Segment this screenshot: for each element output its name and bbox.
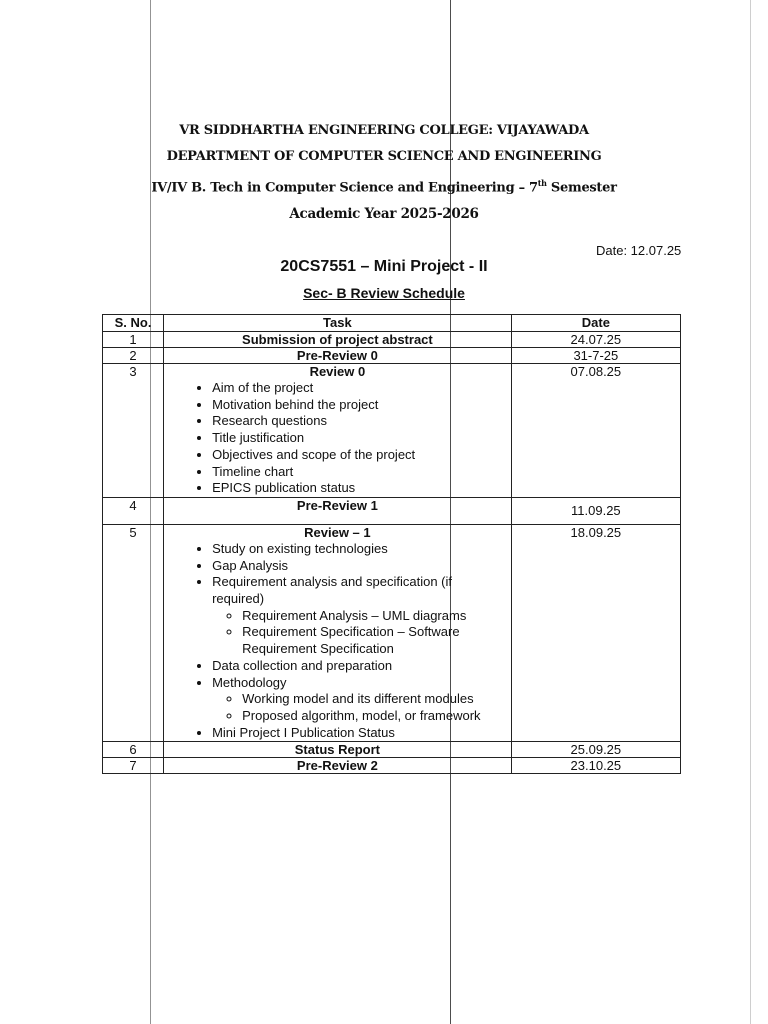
list-item: • Objectives and scope of the project [212, 447, 507, 464]
row-task-title: Review 0 [309, 364, 366, 379]
row-sno: 2 [103, 348, 164, 364]
college-name: VR SIDDHARTHA ENGINEERING COLLEGE: VIJAYAWADA [179, 123, 589, 138]
table-row [103, 524, 681, 741]
list-item: • Research questions [212, 413, 507, 430]
list-item: • Timeline chart [212, 464, 507, 481]
row-task-title: Review – 1 [304, 524, 371, 540]
table-row [103, 348, 681, 364]
program-sup: th [537, 178, 547, 188]
row-sno: 6 [103, 742, 164, 758]
row-date: 24.07.25 [511, 332, 680, 348]
sub-list-item: ◦ Requirement Analysis – UML diagrams [242, 608, 507, 625]
course-title: 20CS7551 – Mini Project - II [280, 258, 488, 275]
row-date: 23.10.25 [511, 758, 680, 774]
list-item: • Gap Analysis [212, 558, 507, 575]
list-item: • Data collection and preparation [212, 658, 507, 675]
table-row [103, 742, 681, 758]
row-task: Submission of project abstract [164, 332, 512, 348]
row-sno: 3 [103, 364, 164, 498]
row-date: 07.08.25 [511, 364, 680, 498]
header-sno: S. No. [103, 315, 164, 332]
document-date: Date: 12.07.25 [596, 243, 682, 258]
department-name: DEPARTMENT OF COMPUTER SCIENCE AND ENGINEERING [166, 149, 602, 164]
academic-year: Academic Year 2025-2026 [289, 206, 479, 223]
row-sno: 5 [103, 524, 164, 741]
row-task: Status Report [164, 742, 512, 758]
list-item: • Mini Project I Publication Status [212, 725, 507, 742]
row-date: 18.09.25 [511, 524, 680, 741]
review0-items [168, 380, 507, 497]
row-task: Pre-Review 1 [164, 497, 512, 524]
methodology-subitems [212, 691, 507, 724]
document-header [0, 118, 768, 227]
sub-list-item: ◦ Working model and its different modules [242, 691, 507, 708]
table-row [103, 332, 681, 348]
list-item [212, 574, 507, 658]
row-date: 31-7-25 [511, 348, 680, 364]
list-item [212, 675, 507, 725]
list-item: • Study on existing technologies [212, 541, 507, 558]
review-schedule-table [102, 314, 681, 774]
table-row [103, 497, 681, 524]
table-header-row [103, 315, 681, 332]
row-task: Pre-Review 0 [164, 348, 512, 364]
header-date: Date [511, 315, 680, 332]
list-item-text: Requirement analysis and specification (if required) [212, 574, 452, 607]
sub-list-item: ◦ Requirement Specification – Software Requirement Specification [242, 624, 507, 657]
list-item: • Aim of the project [212, 380, 507, 397]
section-title: Sec- B Review Schedule [303, 285, 465, 301]
row-sno: 7 [103, 758, 164, 774]
row-sno: 1 [103, 332, 164, 348]
program-prefix: IV/IV B. Tech in Computer Science and Engineering – 7 [151, 180, 538, 196]
row-task [164, 524, 512, 741]
row-date: 25.09.25 [511, 742, 680, 758]
program-suffix: Semester [546, 180, 617, 196]
requirement-subitems [212, 608, 507, 658]
row-task [164, 364, 512, 498]
list-item: • Title justification [212, 430, 507, 447]
table-row [103, 758, 681, 774]
list-item-text: Methodology [212, 674, 287, 690]
program-line [0, 170, 768, 201]
list-item: • Motivation behind the project [212, 397, 507, 414]
header-task: Task [164, 315, 512, 332]
review1-items [168, 541, 507, 741]
row-task: Pre-Review 2 [164, 758, 512, 774]
table-row [103, 364, 681, 498]
sub-list-item: ◦ Proposed algorithm, model, or framework [242, 708, 507, 725]
row-sno: 4 [103, 497, 164, 524]
row-date: 11.09.25 [511, 497, 680, 524]
list-item: • EPICS publication status [212, 480, 507, 497]
